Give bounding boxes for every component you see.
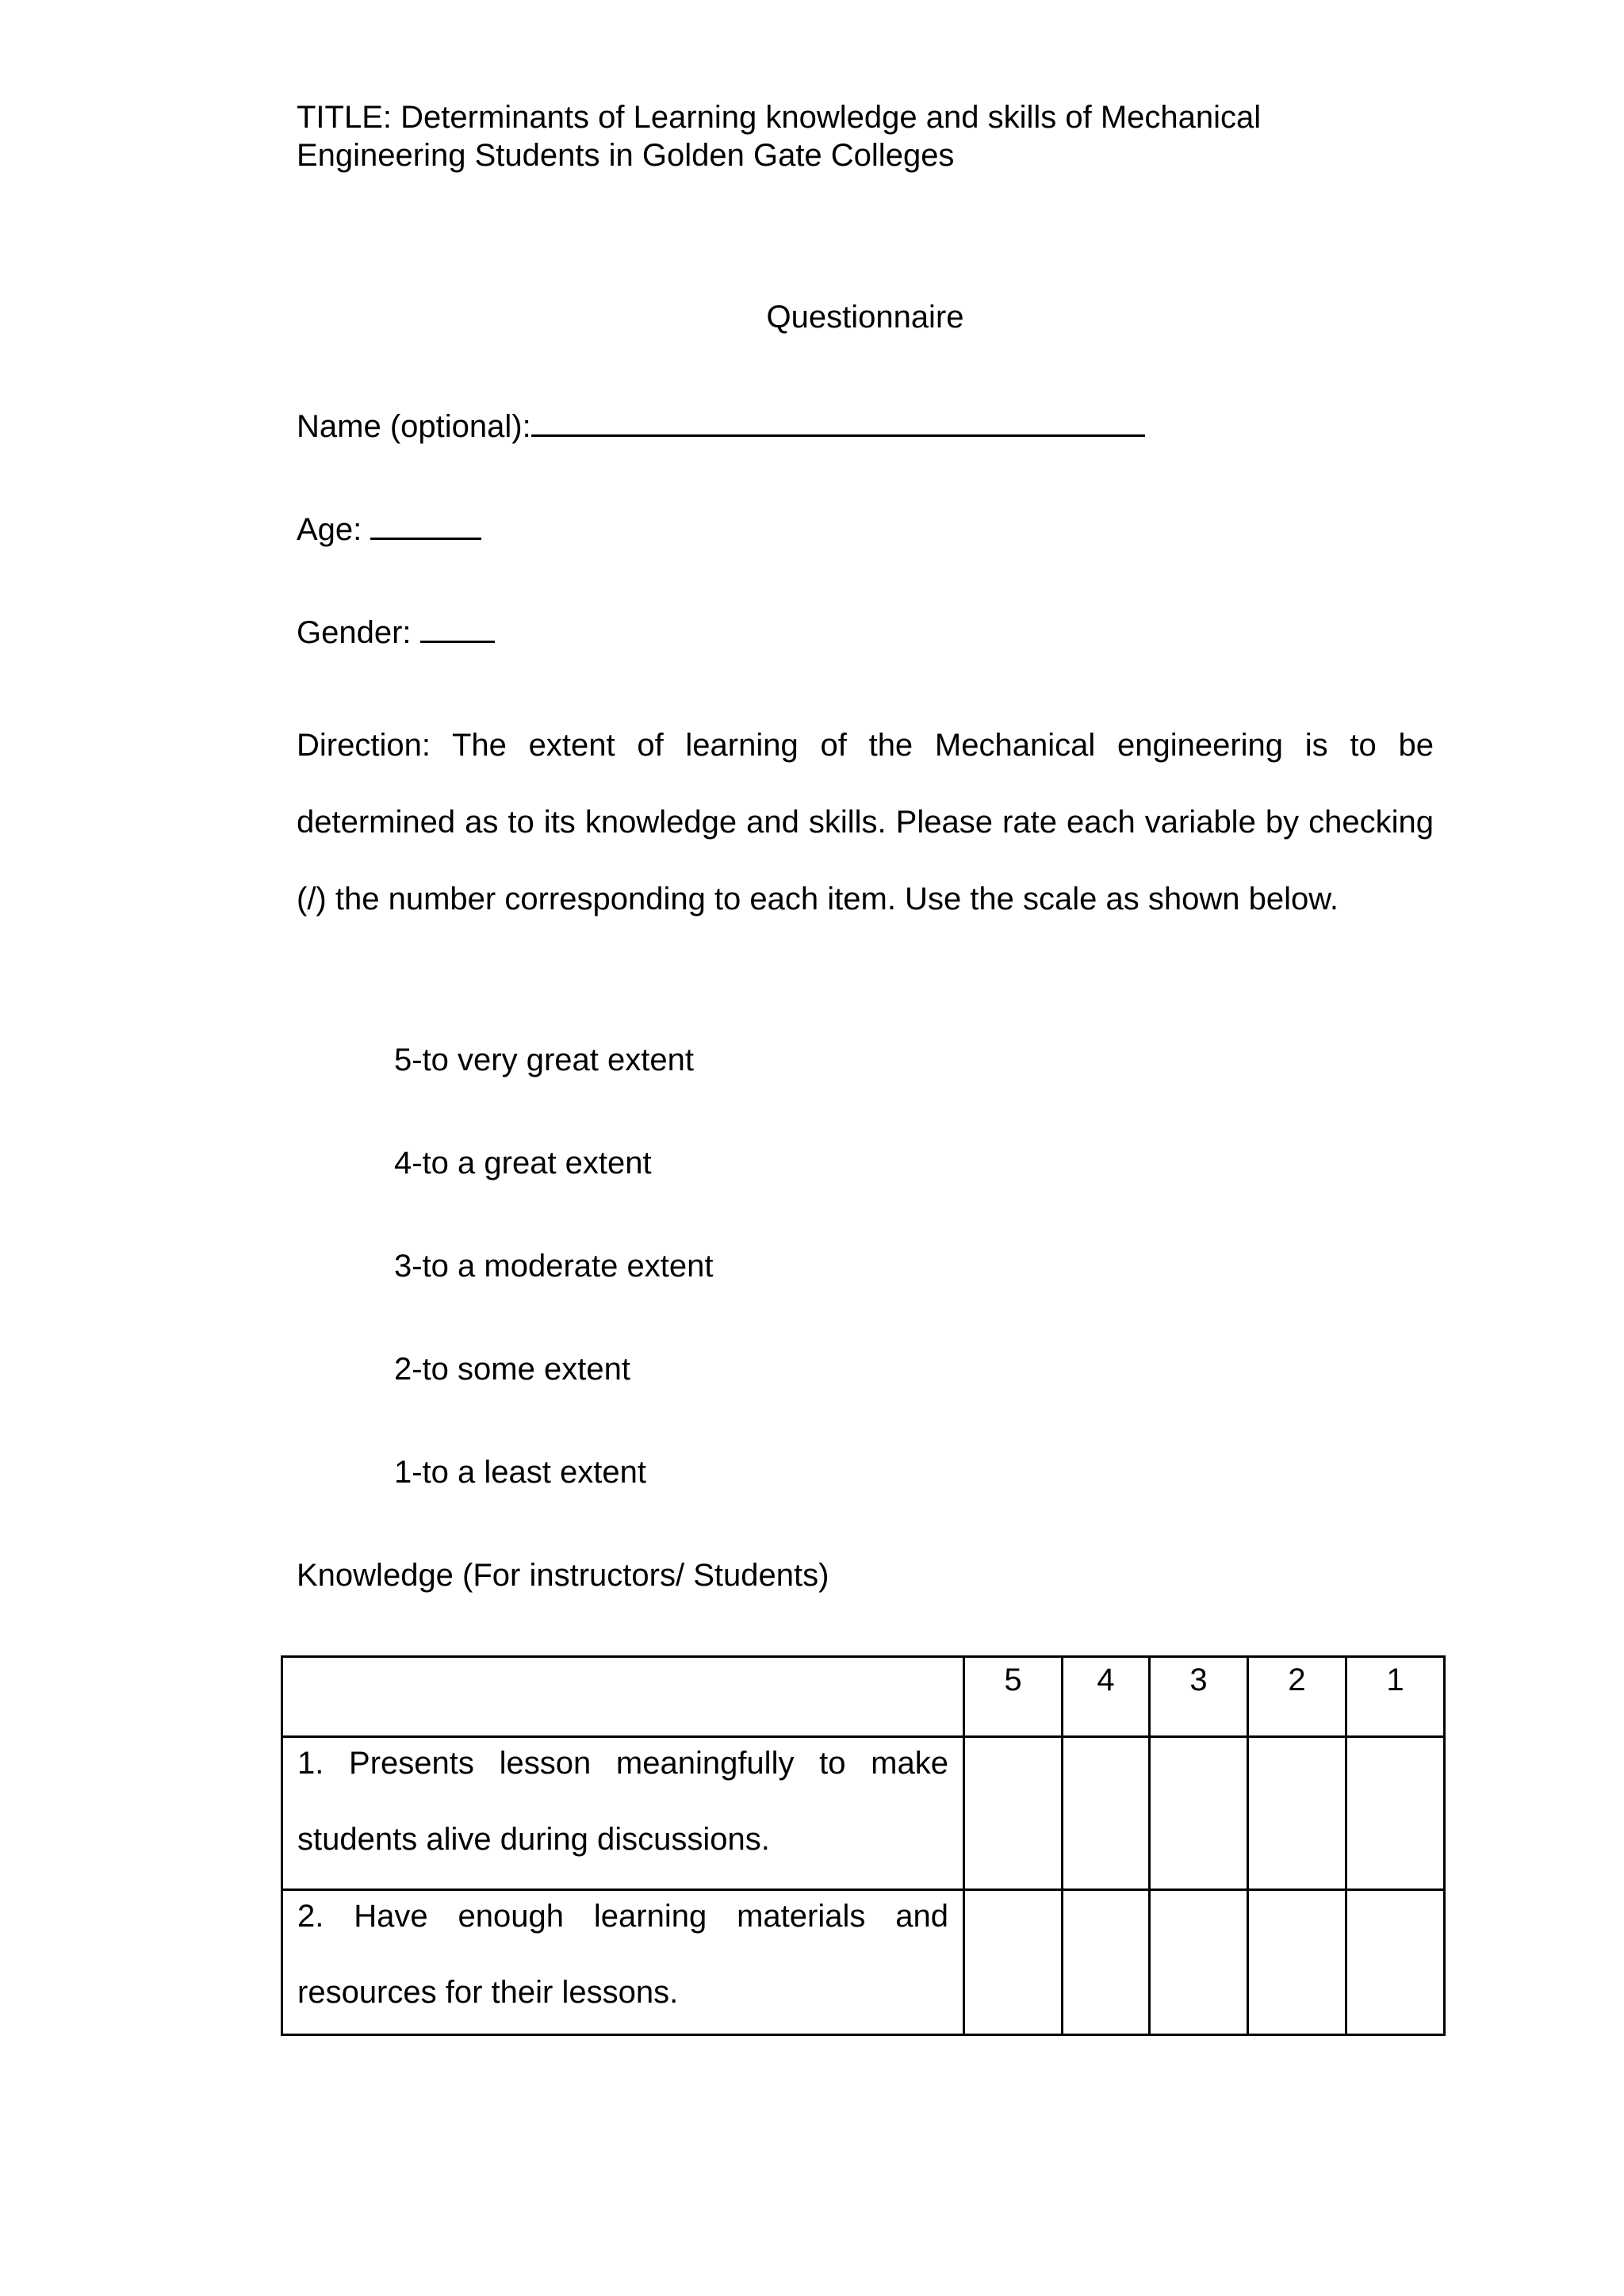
table-row: [282, 1737, 1445, 1890]
questionnaire-heading: Questionnaire: [766, 300, 964, 335]
title-line-1: TITLE: Determinants of Learning knowledge and skills of Mechanical: [297, 100, 1262, 135]
gender-blank-line[interactable]: [420, 609, 495, 643]
rating-cell-4[interactable]: [1063, 1890, 1150, 2035]
header-col-1: 1: [1346, 1657, 1445, 1737]
header-col-5: 5: [964, 1657, 1063, 1737]
header-col-2: 2: [1248, 1657, 1346, 1737]
section-label: Knowledge (For instructors/ Students): [297, 1558, 829, 1593]
rating-cell-2[interactable]: [1248, 1737, 1346, 1890]
gender-label: Gender:: [297, 615, 412, 650]
title-line-2: Engineering Students in Golden Gate Colleges: [297, 138, 955, 173]
item-text: 2. Have enough learning materials and resources for their lessons.: [297, 1899, 948, 2010]
item-text: 1. Presents lesson meaningfully to make students alive during discussions.: [297, 1746, 948, 1857]
scale-item-5: 5-to very great extent: [394, 1043, 694, 1077]
name-field: [297, 403, 1145, 445]
scale-item-3: 3-to a moderate extent: [394, 1249, 714, 1284]
rating-cell-5[interactable]: [964, 1890, 1063, 2035]
header-col-3: 3: [1150, 1657, 1248, 1737]
age-blank-line[interactable]: [370, 506, 481, 540]
scale-item-2: 2-to some extent: [394, 1352, 630, 1387]
rating-cell-2[interactable]: [1248, 1890, 1346, 2035]
rating-cell-4[interactable]: [1063, 1737, 1150, 1890]
item-text-cell: [282, 1890, 964, 2035]
header-col-4: 4: [1063, 1657, 1150, 1737]
rating-table: [281, 1655, 1446, 2036]
scale-item-1: 1-to a least extent: [394, 1455, 646, 1490]
rating-cell-3[interactable]: [1150, 1890, 1248, 2035]
rating-cell-3[interactable]: [1150, 1737, 1248, 1890]
name-label: Name (optional):: [297, 409, 531, 444]
table-row: [282, 1890, 1445, 2035]
rating-cell-1[interactable]: [1346, 1890, 1445, 2035]
rating-cell-5[interactable]: [964, 1737, 1063, 1890]
rating-cell-1[interactable]: [1346, 1737, 1445, 1890]
name-blank-line[interactable]: [531, 403, 1145, 437]
scale-item-4: 4-to a great extent: [394, 1146, 652, 1181]
item-text-cell: [282, 1737, 964, 1890]
age-field: [297, 506, 481, 548]
direction-paragraph: Direction: The extent of learning of the Mechanical engineering is to be determined as to its knowledge and skills. Please rate each variable by checking (/) the number corresponding to each item. Use the scale as shown below.: [297, 728, 1434, 916]
document-title: [297, 98, 1407, 174]
gender-field: [297, 609, 495, 651]
age-label: Age:: [297, 512, 362, 547]
rating-scale-list: [394, 1041, 713, 1556]
